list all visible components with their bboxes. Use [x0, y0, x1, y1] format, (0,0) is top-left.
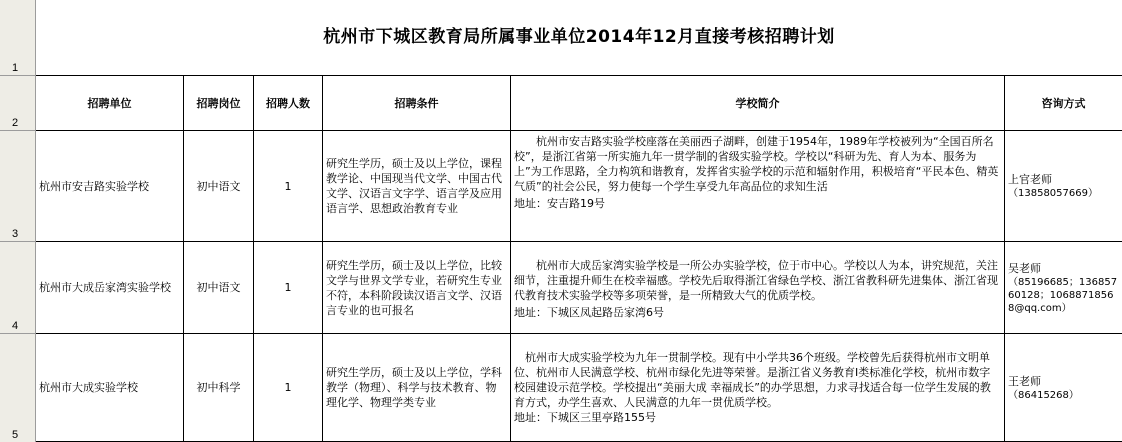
header-conditions[interactable]: 招聘条件: [323, 76, 511, 131]
header-contact[interactable]: 咨询方式: [1005, 76, 1122, 131]
row-header-5[interactable]: 5: [12, 429, 19, 441]
cell-contact[interactable]: [1005, 131, 1122, 242]
sheet-title[interactable]: 杭州市下城区教育局所属事业单位2014年12月直接考核招聘计划: [36, 0, 1122, 76]
cell-intro[interactable]: [511, 131, 1005, 242]
cell-intro[interactable]: [511, 242, 1005, 334]
intro-text: 杭州市大成岳家湾实验学校是一所公办实验学校，位于市中心。学校以人为本，讲究规范，关注细节，注重提升师生在校幸福感。学校先后取得浙江省绿色学校、浙江省教科研先进集体、浙江省现代教育技术实验学校等多项荣誉，是一所精致大气的优质学校。: [514, 259, 998, 302]
cell-intro[interactable]: [511, 334, 1005, 442]
cell-conditions[interactable]: 研究生学历，硕士及以上学位，学科教学（物理）、科学与技术教育、物理化学、物理学类专业: [323, 334, 511, 442]
contact-detail: （85196685；13685760128；10688718568@qq.com）: [1008, 276, 1118, 314]
cell-count[interactable]: 1: [254, 334, 323, 442]
row-header-3[interactable]: 3: [0, 131, 35, 242]
cell-position[interactable]: 初中语文: [184, 131, 254, 242]
cell-count[interactable]: 1: [254, 242, 323, 334]
header-intro[interactable]: 学校简介: [511, 76, 1005, 131]
contact-detail: （13858057669）: [1008, 188, 1098, 199]
intro-text: 杭州市大成实验学校为九年一贯制学校。现有中小学共36个班级。学校曾先后获得杭州市文明单位、杭州市人民满意学校、杭州市绿化先进等荣誉。是浙江省义务教育I类标准化学校，杭州市数字校园建设示范学校。学校提出“美丽大成 幸福成长”的办学思想，力求寻找适合每一位学生发展的教育方式，办学生喜欢、人民满意的九年一贯优质学校。: [514, 351, 991, 409]
intro-text: 杭州市安吉路实验学校座落在美丽西子湖畔，创建于1954年，1989年学校被列为“全国百所名校”，是浙江省第一所实施九年一贯学制的省级实验学校。学校以“科研为先、育人为本、服务为上”为工作思路，全力构筑和谐教育，发挥省实验学校的示范和辐射作用，积极培育“平民本色、精英气质”的社会公民，努力使每一个学生享受九年高品位的求知生活: [514, 135, 999, 193]
intro-address: 地址：下城区凤起路岳家湾6号: [514, 306, 664, 319]
cell-unit[interactable]: 杭州市大成岳家湾实验学校: [36, 242, 184, 334]
contact-name: 王老师: [1008, 374, 1041, 388]
cell-unit[interactable]: 杭州市安吉路实验学校: [36, 131, 184, 242]
header-count[interactable]: 招聘人数: [254, 76, 323, 131]
cell-conditions[interactable]: 研究生学历，硕士及以上学位，比较文学与世界文学专业，若研究生专业不符，本科阶段读汉语言文学、汉语言专业的也可报名: [323, 242, 511, 334]
cell-position[interactable]: 初中语文: [184, 242, 254, 334]
row-header-2[interactable]: 2: [0, 76, 35, 131]
contact-detail: （86415268）: [1008, 389, 1079, 401]
contact-name: 吴老师: [1008, 261, 1041, 275]
row-header-4[interactable]: 4: [0, 242, 35, 334]
cell-count[interactable]: 1: [254, 131, 323, 242]
intro-address: 地址：下城区三里亭路155号: [514, 411, 656, 424]
intro-address: 地址：安吉路19号: [514, 197, 605, 210]
cell-contact[interactable]: [1005, 242, 1122, 334]
cell-position[interactable]: 初中科学: [184, 334, 254, 442]
cell-unit[interactable]: 杭州市大成实验学校: [36, 334, 184, 442]
header-unit[interactable]: 招聘单位: [36, 76, 184, 131]
cell-conditions[interactable]: 研究生学历，硕士及以上学位，课程教学论、中国现当代文学、中国古代文学、汉语言文字学、语言学及应用语言学、思想政治教育专业: [323, 131, 511, 242]
contact-name: 上官老师: [1008, 173, 1052, 186]
row-header-1[interactable]: 1: [0, 0, 35, 76]
header-position[interactable]: 招聘岗位: [184, 76, 254, 131]
cell-contact[interactable]: [1005, 334, 1122, 442]
